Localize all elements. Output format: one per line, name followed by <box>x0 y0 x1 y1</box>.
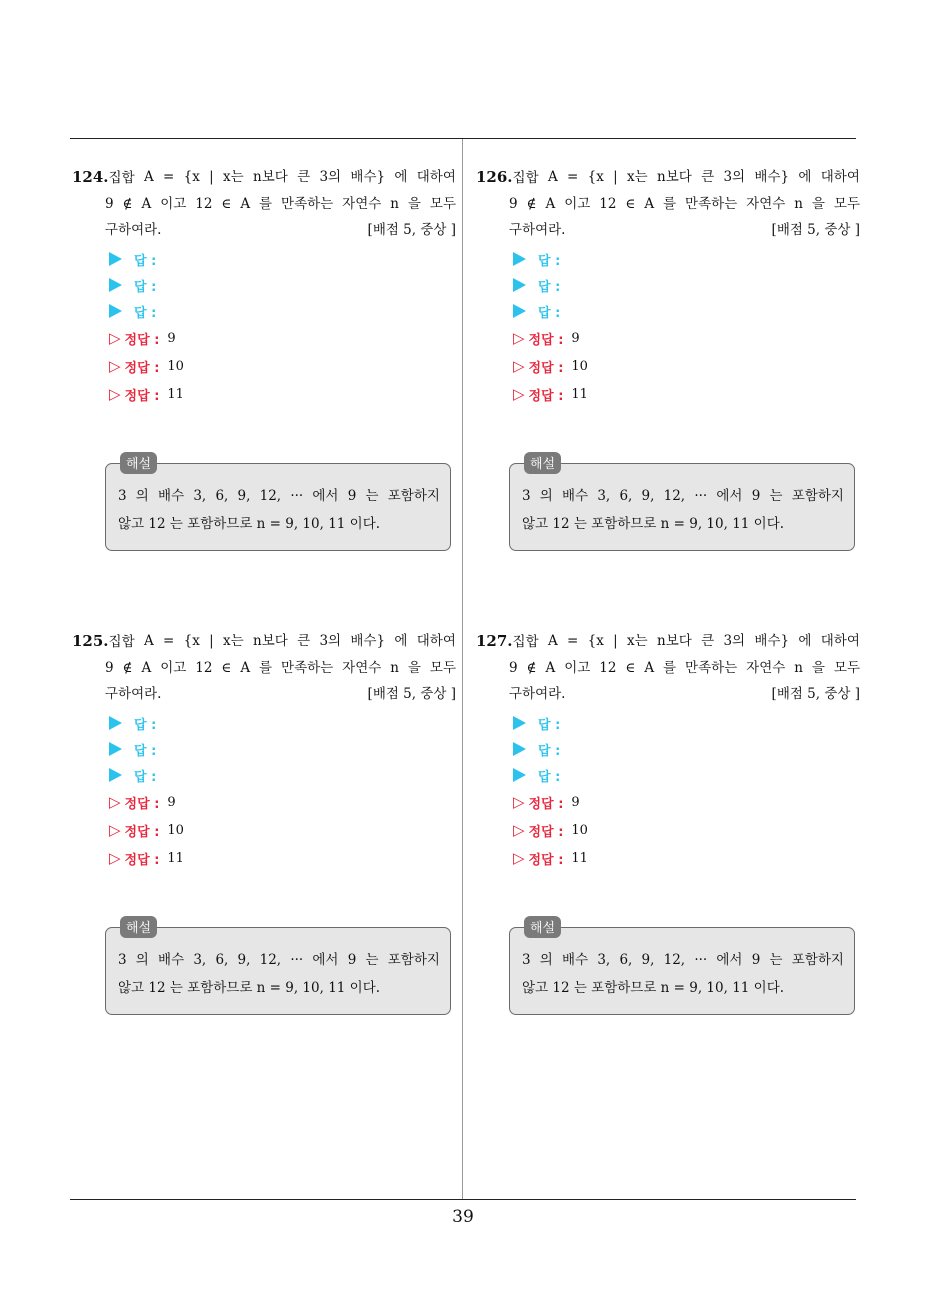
solution-tag: 해설 <box>120 916 157 938</box>
blank-answer: 답 : <box>513 762 860 788</box>
play-arrow-icon <box>109 304 122 318</box>
statement-line-1: 126.집합 A = {x | x는 n보다 큰 3의 배수} 에 대하여 <box>476 168 860 186</box>
correct-answer: ▷ 정답 : 11 <box>109 848 184 868</box>
statement-line-1: 125.집합 A = {x | x는 n보다 큰 3의 배수} 에 대하여 <box>72 632 456 650</box>
blank-answer: 답 : <box>513 736 860 762</box>
play-arrow-icon <box>513 768 526 782</box>
correct-answer: ▷ 정답 : 9 <box>109 792 176 812</box>
statement-line-3: 구하여라. [배점 5, 중상 ] <box>476 217 860 243</box>
blank-answer: 답 : <box>513 710 860 736</box>
play-arrow-icon <box>513 252 526 266</box>
play-arrow-icon <box>109 252 122 266</box>
blank-answer: 답 : <box>109 246 456 272</box>
answer-list <box>476 246 860 408</box>
play-arrow-icon <box>109 768 122 782</box>
correct-answer: ▷ 정답 : 11 <box>513 848 588 868</box>
outline-triangle-icon: ▷ <box>513 384 525 403</box>
solution-box <box>105 457 451 551</box>
statement-line-2: 9 ∉ A 이고 12 ∈ A 를 만족하는 자연수 n 을 모두 <box>105 196 456 212</box>
statement-line-1: 127.집합 A = {x | x는 n보다 큰 3의 배수} 에 대하여 <box>476 632 860 650</box>
score-label: [배점 5, 중상 ] <box>367 222 456 238</box>
outline-triangle-icon: ▷ <box>109 848 121 867</box>
solution-box <box>105 921 451 1015</box>
blank-answer: 답 : <box>513 246 860 272</box>
outline-triangle-icon: ▷ <box>109 792 121 811</box>
problem-124 <box>72 164 456 551</box>
solution-tag: 해설 <box>120 452 157 474</box>
problem-statement <box>476 628 860 707</box>
outline-triangle-icon: ▷ <box>513 328 525 347</box>
solution-text: 3 의 배수 3, 6, 9, 12, ··· 에서 9 는 포함하지 않고 12 는 포함하므로 n = 9, 10, 11 이다. <box>522 488 844 532</box>
answer-list <box>476 710 860 872</box>
blank-answer: 답 : <box>109 762 456 788</box>
blank-answer: 답 : <box>513 298 860 324</box>
play-arrow-icon <box>109 742 122 756</box>
correct-answer: ▷ 정답 : 10 <box>109 820 184 840</box>
correct-answer: ▷ 정답 : 10 <box>513 356 588 376</box>
play-arrow-icon <box>513 304 526 318</box>
play-arrow-icon <box>513 742 526 756</box>
problem-number: 124. <box>72 168 109 186</box>
outline-triangle-icon: ▷ <box>109 384 121 403</box>
statement-line-1: 124.집합 A = {x | x는 n보다 큰 3의 배수} 에 대하여 <box>72 168 456 186</box>
blank-answer: 답 : <box>513 272 860 298</box>
solution-box <box>509 921 855 1015</box>
play-arrow-icon <box>109 716 122 730</box>
problem-statement <box>72 628 456 707</box>
statement-line-3: 구하여라. [배점 5, 중상 ] <box>476 681 860 707</box>
score-label: [배점 5, 중상 ] <box>367 686 456 702</box>
footer-rule <box>70 1199 856 1200</box>
play-arrow-icon <box>109 278 122 292</box>
statement-line-2: 9 ∉ A 이고 12 ∈ A 를 만족하는 자연수 n 을 모두 <box>509 660 860 676</box>
problem-statement <box>72 164 456 243</box>
statement-line-2: 9 ∉ A 이고 12 ∈ A 를 만족하는 자연수 n 을 모두 <box>509 196 860 212</box>
play-arrow-icon <box>513 278 526 292</box>
score-label: [배점 5, 중상 ] <box>771 686 860 702</box>
answer-list <box>72 246 456 408</box>
answer-list <box>72 710 456 872</box>
problem-number: 126. <box>476 168 513 186</box>
problem-number: 125. <box>72 632 109 650</box>
outline-triangle-icon: ▷ <box>513 820 525 839</box>
correct-answer: ▷ 정답 : 10 <box>109 356 184 376</box>
problem-125 <box>72 628 456 1015</box>
blank-answer: 답 : <box>109 272 456 298</box>
solution-tag: 해설 <box>524 452 561 474</box>
solution-box <box>509 457 855 551</box>
solution-text: 3 의 배수 3, 6, 9, 12, ··· 에서 9 는 포함하지 않고 12 는 포함하므로 n = 9, 10, 11 이다. <box>522 952 844 996</box>
correct-answer: ▷ 정답 : 11 <box>109 384 184 404</box>
score-label: [배점 5, 중상 ] <box>771 222 860 238</box>
solution-tag: 해설 <box>524 916 561 938</box>
page-number: 39 <box>452 1207 474 1227</box>
outline-triangle-icon: ▷ <box>109 356 121 375</box>
correct-answer: ▷ 정답 : 11 <box>513 384 588 404</box>
correct-answer: ▷ 정답 : 9 <box>109 328 176 348</box>
blank-answer: 답 : <box>109 736 456 762</box>
correct-answer: ▷ 정답 : 10 <box>513 820 588 840</box>
statement-line-2: 9 ∉ A 이고 12 ∈ A 를 만족하는 자연수 n 을 모두 <box>105 660 456 676</box>
solution-text: 3 의 배수 3, 6, 9, 12, ··· 에서 9 는 포함하지 않고 12 는 포함하므로 n = 9, 10, 11 이다. <box>118 952 440 996</box>
outline-triangle-icon: ▷ <box>513 792 525 811</box>
statement-line-3: 구하여라. [배점 5, 중상 ] <box>72 681 456 707</box>
problem-127 <box>476 628 860 1015</box>
statement-line-3: 구하여라. [배점 5, 중상 ] <box>72 217 456 243</box>
problem-126 <box>476 164 860 551</box>
blank-answer: 답 : <box>109 298 456 324</box>
play-arrow-icon <box>513 716 526 730</box>
problem-number: 127. <box>476 632 513 650</box>
problem-statement <box>476 164 860 243</box>
solution-text: 3 의 배수 3, 6, 9, 12, ··· 에서 9 는 포함하지 않고 12 는 포함하므로 n = 9, 10, 11 이다. <box>118 488 440 532</box>
blank-answer: 답 : <box>109 710 456 736</box>
outline-triangle-icon: ▷ <box>109 328 121 347</box>
outline-triangle-icon: ▷ <box>513 356 525 375</box>
outline-triangle-icon: ▷ <box>513 848 525 867</box>
header-rule <box>70 138 856 139</box>
outline-triangle-icon: ▷ <box>109 820 121 839</box>
correct-answer: ▷ 정답 : 9 <box>513 792 580 812</box>
column-divider <box>462 139 463 1200</box>
correct-answer: ▷ 정답 : 9 <box>513 328 580 348</box>
